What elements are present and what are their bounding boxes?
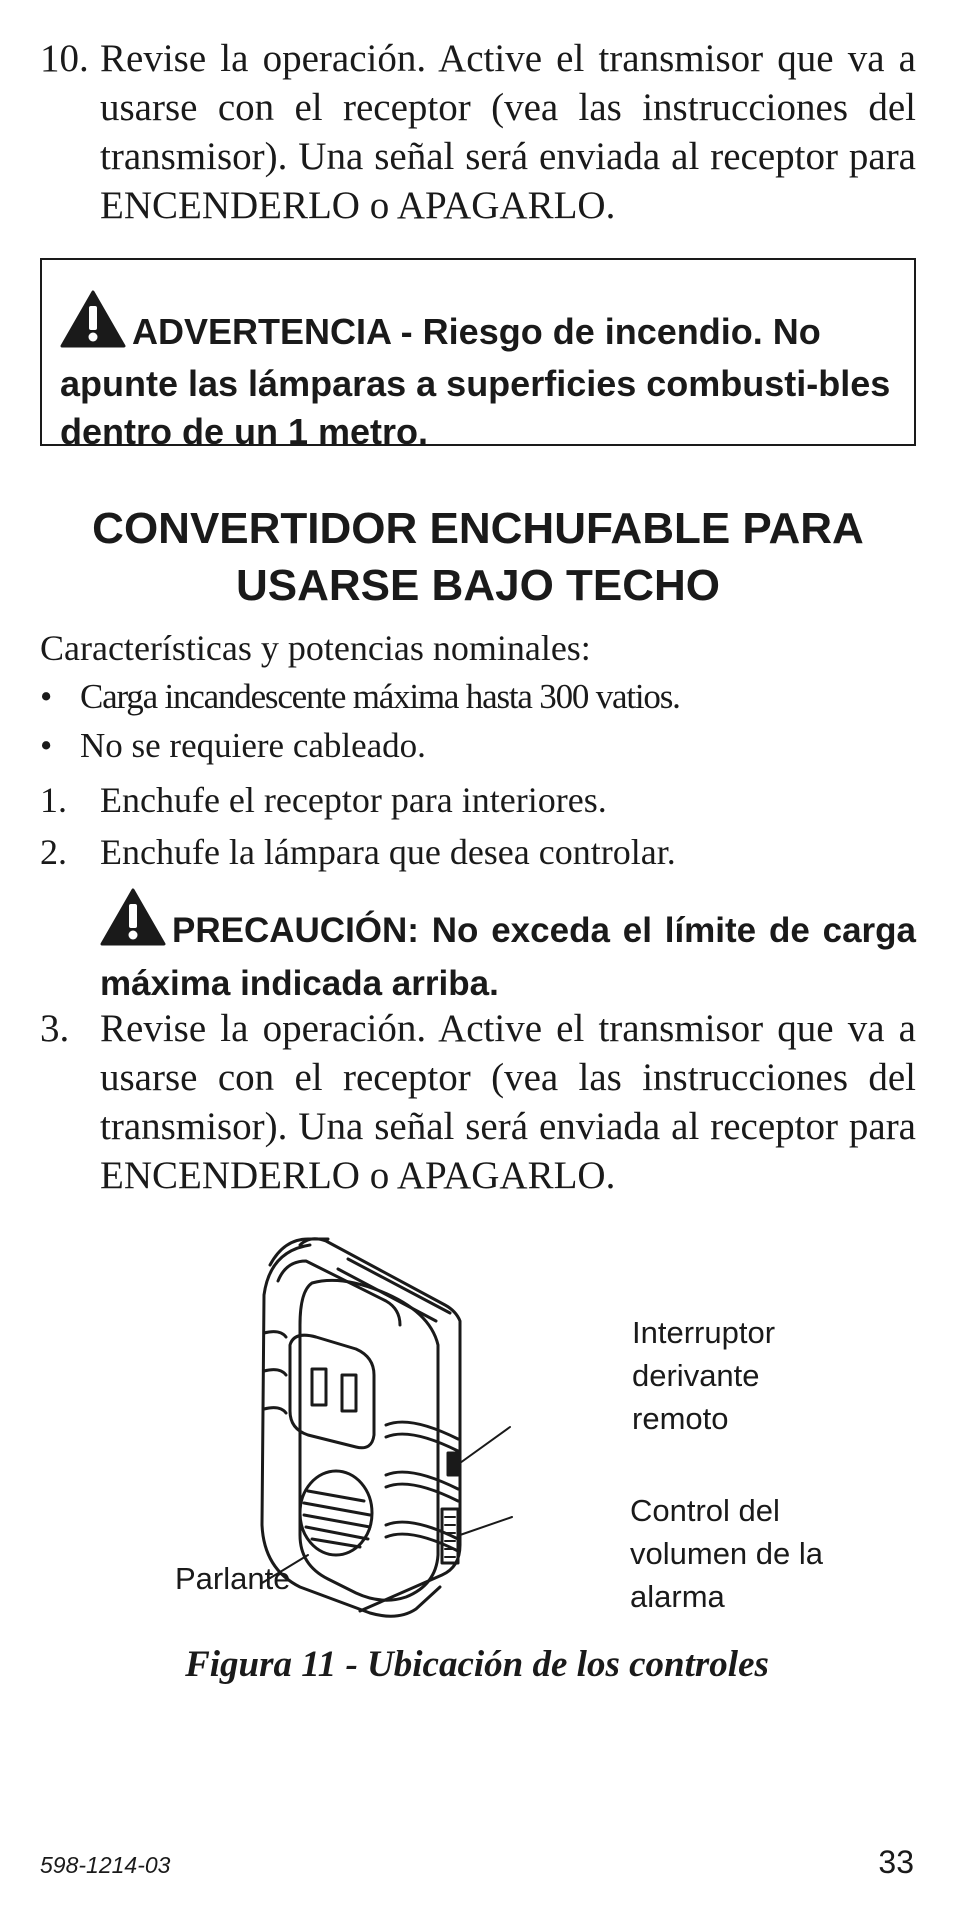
step-3	[40, 1004, 916, 1200]
label-volume-control: volumen de la	[630, 1536, 824, 1571]
label-bypass-switch: derivante	[632, 1358, 760, 1393]
bullet-symbol: •	[40, 726, 53, 765]
label-bypass-switch: Interruptor	[632, 1315, 776, 1350]
step-2	[40, 830, 676, 874]
warning-text: ADVERTENCIA - Riesgo de incendio. No apunte las lámparas a superficies combusti-bles dentro de un 1 metro.	[60, 311, 891, 452]
step-10	[40, 34, 916, 230]
figure-11	[160, 1225, 880, 1625]
step-1	[40, 778, 607, 822]
warning-triangle-icon	[100, 888, 166, 959]
figure-caption: Figura 11 - Ubicación de los controles	[185, 1644, 769, 1685]
label-volume-control: Control del	[630, 1493, 780, 1528]
page-number: 33	[878, 1844, 914, 1880]
section-heading-line1: CONVERTIDOR ENCHUFABLE PARA	[92, 504, 864, 553]
warning-box	[40, 258, 916, 452]
label-speaker: Parlante	[175, 1561, 291, 1596]
step-text: Enchufe la lámpara que desea controlar.	[100, 832, 676, 872]
step-number: 3.	[40, 1007, 70, 1050]
step-text: Revise la operación. Active el transmisor que va a usarse con el receptor (vea las instrucciones del transmisor). Una señal será enviada al receptor para ENCENDERLO o APAGARLO.	[100, 1007, 916, 1197]
label-volume-control: alarma	[630, 1579, 725, 1614]
warning-content	[60, 290, 896, 456]
document-number: 598-1214-03	[40, 1852, 171, 1878]
caution-text: PRECAUCIÓN: No exceda el límite de carga máxima indicada arriba.	[100, 911, 916, 1003]
step-number: 1.	[40, 780, 67, 820]
bullet-item	[40, 675, 680, 719]
caution-note	[100, 888, 916, 1008]
label-bypass-switch: remoto	[632, 1401, 729, 1436]
step-number: 2.	[40, 832, 67, 872]
bullet-text: No se requiere cableado.	[80, 726, 426, 765]
step-text: Enchufe el receptor para interiores.	[100, 780, 607, 820]
step-text: Revise la operación. Active el transmisor que va a usarse con el receptor (vea las instrucciones del transmisor). Una señal será enviada al receptor para ENCENDERLO o APAGARLO.	[100, 37, 916, 227]
bullet-text: Carga incandescente máxima hasta 300 vatios.	[80, 677, 680, 716]
bullet-item	[40, 724, 426, 768]
warning-triangle-icon	[60, 290, 126, 360]
features-intro: Características y potencias nominales:	[40, 628, 591, 668]
step-number: 10.	[40, 37, 89, 80]
bullet-symbol: •	[40, 677, 53, 716]
section-heading-line2: USARSE BAJO TECHO	[235, 561, 721, 610]
